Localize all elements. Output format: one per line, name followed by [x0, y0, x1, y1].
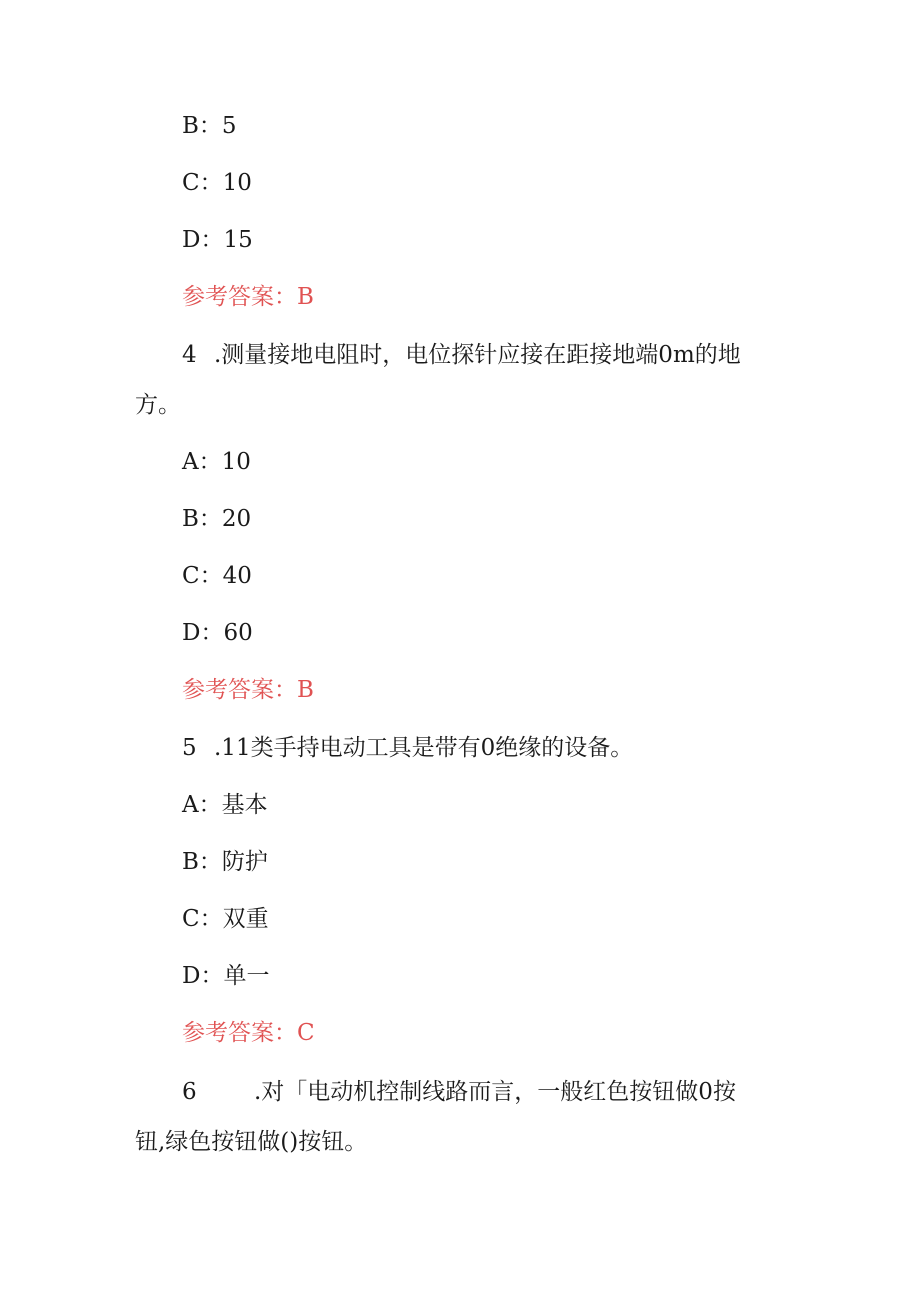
q4-option-d: D：60	[182, 620, 253, 646]
q5-stem	[182, 733, 633, 763]
q5-option-c: C：双重	[182, 906, 269, 932]
q4-number: 4	[182, 342, 197, 368]
q4-text-line2: 方。	[135, 392, 181, 418]
q5-option-b: B：防护	[182, 849, 268, 875]
q5-option-a: A：基本	[182, 792, 268, 818]
q4-option-b: B：20	[182, 506, 252, 532]
q4-option-c: C：40	[182, 563, 252, 589]
q6-text-line2: 钮,绿色按钮做()按钮。	[135, 1129, 368, 1155]
q5-option-d: D：单一	[182, 963, 270, 989]
q6-text-line1: .对「电动机控制线路而言，一般红色按钮做0按	[254, 1079, 736, 1105]
q4-option-a: A：10	[182, 449, 251, 475]
q5-answer: 参考答案：C	[182, 1020, 315, 1046]
q3-answer: 参考答案：B	[182, 284, 314, 310]
q6-stem	[182, 1077, 736, 1107]
q6-number: 6	[182, 1079, 197, 1105]
q3-option-b: B：5	[182, 113, 237, 139]
q3-option-d: D：15	[182, 227, 253, 253]
q4-stem	[182, 340, 741, 370]
q4-answer: 参考答案：B	[182, 677, 314, 703]
q3-option-c: C：10	[182, 170, 252, 196]
q5-text-line1: .11类手持电动工具是带有0绝缘的设备。	[214, 735, 634, 761]
q4-text-line1: .测量接地电阻时，电位探针应接在距接地端0m的地	[214, 342, 741, 368]
q5-number: 5	[182, 735, 197, 761]
